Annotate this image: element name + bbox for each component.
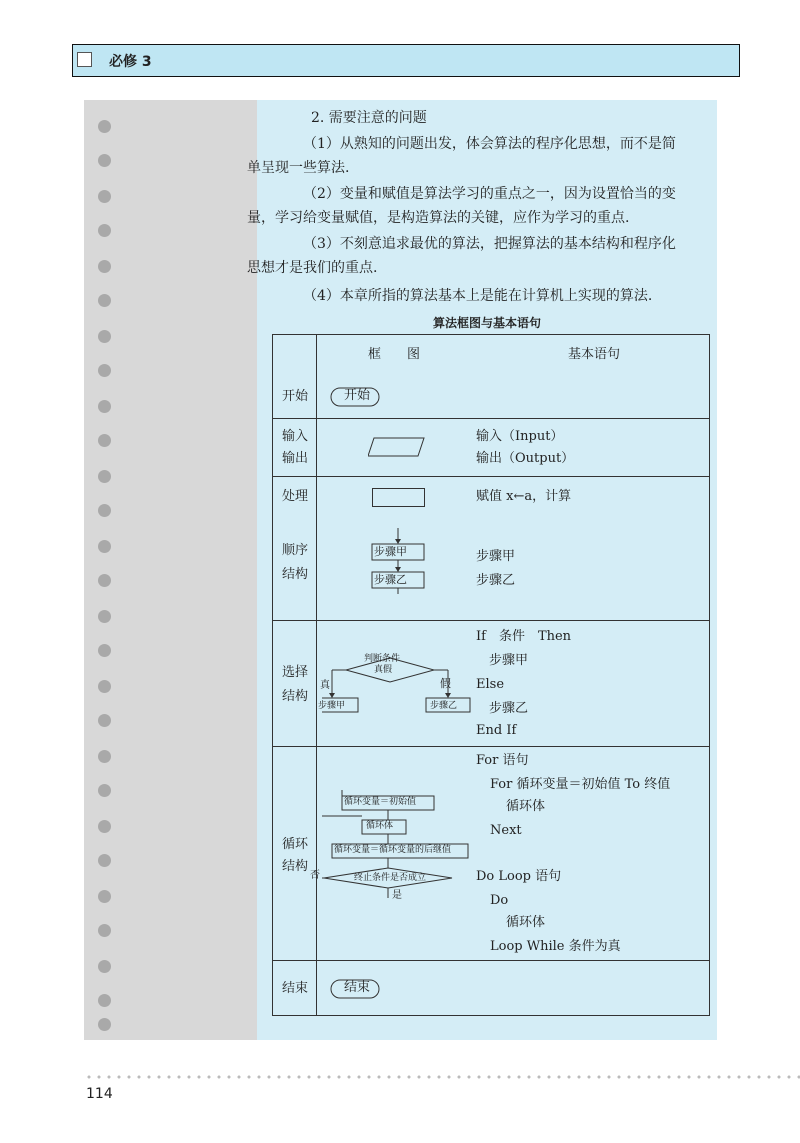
select-statement: End If [476, 723, 517, 738]
sequence-flow-icon [364, 526, 434, 616]
loop-statement: 循环体 [506, 915, 546, 930]
table-border [709, 334, 710, 1016]
binder-hole-icon [98, 854, 111, 867]
select-left-box: 步骤甲 [318, 701, 346, 711]
note-line: （3）不刻意追求最优的算法，把握算法的基本结构和程序化 [303, 236, 676, 252]
binder-hole-icon [98, 434, 111, 447]
binder-hole-icon [98, 120, 111, 133]
loop-statement: Next [490, 823, 522, 838]
loop-statement: For 语句 [476, 753, 529, 768]
io-statement: 输出（Output） [476, 451, 575, 466]
page-number: 114 [86, 1086, 113, 1102]
binder-hole-icon [98, 610, 111, 623]
binder-hole-icon [98, 644, 111, 657]
binder-hole-icon [98, 890, 111, 903]
binder-hole-icon [98, 1018, 111, 1031]
binder-hole-icon [98, 714, 111, 727]
header-label: 必修 3 [109, 54, 152, 70]
row-label-sequence: 顺序 [282, 543, 309, 558]
binder-hole-icon [98, 190, 111, 203]
row-divider [272, 960, 710, 961]
select-statement: 步骤甲 [476, 653, 529, 668]
binder-hole-icon [98, 470, 111, 483]
table-title: 算法框图与基本语句 [432, 316, 541, 330]
binder-hole-icon [98, 680, 111, 693]
binder-hole-icon [98, 960, 111, 973]
loop-statement: 循环体 [506, 799, 546, 814]
algorithm-table [272, 334, 710, 1016]
note-line: （4）本章所指的算法基本上是能在计算机上实现的算法. [303, 288, 653, 304]
loop-no-label: 否 [310, 870, 320, 881]
notes-heading: 2. 需要注意的问题 [311, 110, 427, 126]
sequence-statement: 步骤乙 [476, 573, 516, 588]
loop-statement: Do [490, 893, 509, 908]
select-yes-label: 真 [320, 680, 330, 691]
table-border [272, 1015, 710, 1016]
chapter-header [72, 44, 740, 77]
row-label-process: 处理 [282, 489, 309, 504]
note-line: 思想才是我们的重点. [247, 260, 378, 276]
sequence-box-1: 步骤甲 [374, 545, 407, 558]
binder-hole-icon [98, 994, 111, 1007]
row-label-end: 结束 [282, 981, 309, 996]
process-statement: 赋值 x←a，计算 [476, 489, 572, 504]
select-condition: 真假 [374, 665, 393, 675]
content-panel [84, 100, 717, 1040]
row-label-select: 选择 [282, 665, 309, 680]
end-shape-text: 结束 [344, 980, 371, 995]
row-divider [272, 746, 710, 747]
column-header-statement: 基本语句 [568, 347, 621, 362]
note-item [247, 232, 715, 280]
binder-column [84, 100, 257, 1040]
loop-statement: For 循环变量＝初始值 To 终值 [490, 777, 671, 792]
row-label-io: 输出 [282, 451, 309, 466]
note-line: （2）变量和赋值是算法学习的重点之一，因为设置恰当的变 [303, 186, 676, 202]
loop-statement: Do Loop 语句 [476, 869, 562, 884]
loop-statement: Loop While 条件为真 [490, 939, 621, 954]
note-item [247, 182, 715, 230]
row-divider [272, 418, 710, 419]
binder-hole-icon [98, 364, 111, 377]
column-header-flowchart: 框 图 [368, 347, 421, 362]
binder-hole-icon [98, 400, 111, 413]
process-box-icon [372, 488, 428, 510]
row-label-select: 结构 [282, 689, 309, 704]
start-shape-text: 开始 [344, 388, 371, 403]
binder-hole-icon [98, 540, 111, 553]
select-condition: 判断条件 [364, 654, 401, 664]
binder-hole-icon [98, 750, 111, 763]
row-divider [272, 620, 710, 621]
sequence-box-2: 步骤乙 [374, 573, 407, 586]
loop-init-box: 循环变量＝初始值 [344, 797, 417, 807]
footer-dotted-rule [84, 1075, 800, 1079]
sequence-statement: 步骤甲 [476, 549, 516, 564]
table-border [272, 334, 273, 1016]
table-divider [316, 334, 317, 1016]
notes-area [247, 100, 717, 1040]
header-square-icon [77, 52, 92, 67]
row-label-loop: 结构 [282, 859, 309, 874]
binder-hole-icon [98, 224, 111, 237]
loop-body-box: 循环体 [366, 821, 394, 831]
binder-hole-icon [98, 574, 111, 587]
note-line: 单呈现一些算法. [247, 160, 350, 176]
note-item [275, 284, 715, 308]
loop-yes-label: 是 [392, 890, 402, 901]
note-line: （1）从熟知的问题出发，体会算法的程序化思想，而不是简 [303, 136, 676, 152]
table-border [272, 334, 710, 335]
select-no-label: 假 [440, 677, 451, 690]
select-right-box: 步骤乙 [430, 701, 458, 711]
binder-hole-icon [98, 330, 111, 343]
binder-hole-icon [98, 784, 111, 797]
binder-hole-icon [98, 924, 111, 937]
row-label-io: 输入 [282, 429, 309, 444]
select-statement: 步骤乙 [476, 701, 529, 716]
select-statement: If 条件 Then [476, 629, 572, 644]
io-parallelogram-icon [368, 436, 428, 460]
row-label-start: 开始 [282, 389, 309, 404]
binder-hole-icon [98, 154, 111, 167]
loop-condition: 终止条件是否成立 [354, 873, 427, 883]
binder-hole-icon [98, 504, 111, 517]
binder-hole-icon [98, 820, 111, 833]
io-statement: 输入（Input） [476, 429, 564, 444]
row-label-loop: 循环 [282, 837, 309, 852]
binder-hole-icon [98, 294, 111, 307]
row-label-sequence: 结构 [282, 567, 309, 582]
select-statement: Else [476, 677, 505, 692]
note-item [247, 132, 715, 180]
row-divider [272, 476, 710, 477]
note-line: 量，学习给变量赋值，是构造算法的关键，应作为学习的重点. [247, 210, 630, 226]
loop-update-box: 循环变量＝循环变量的后继值 [334, 845, 452, 855]
binder-hole-icon [98, 260, 111, 273]
